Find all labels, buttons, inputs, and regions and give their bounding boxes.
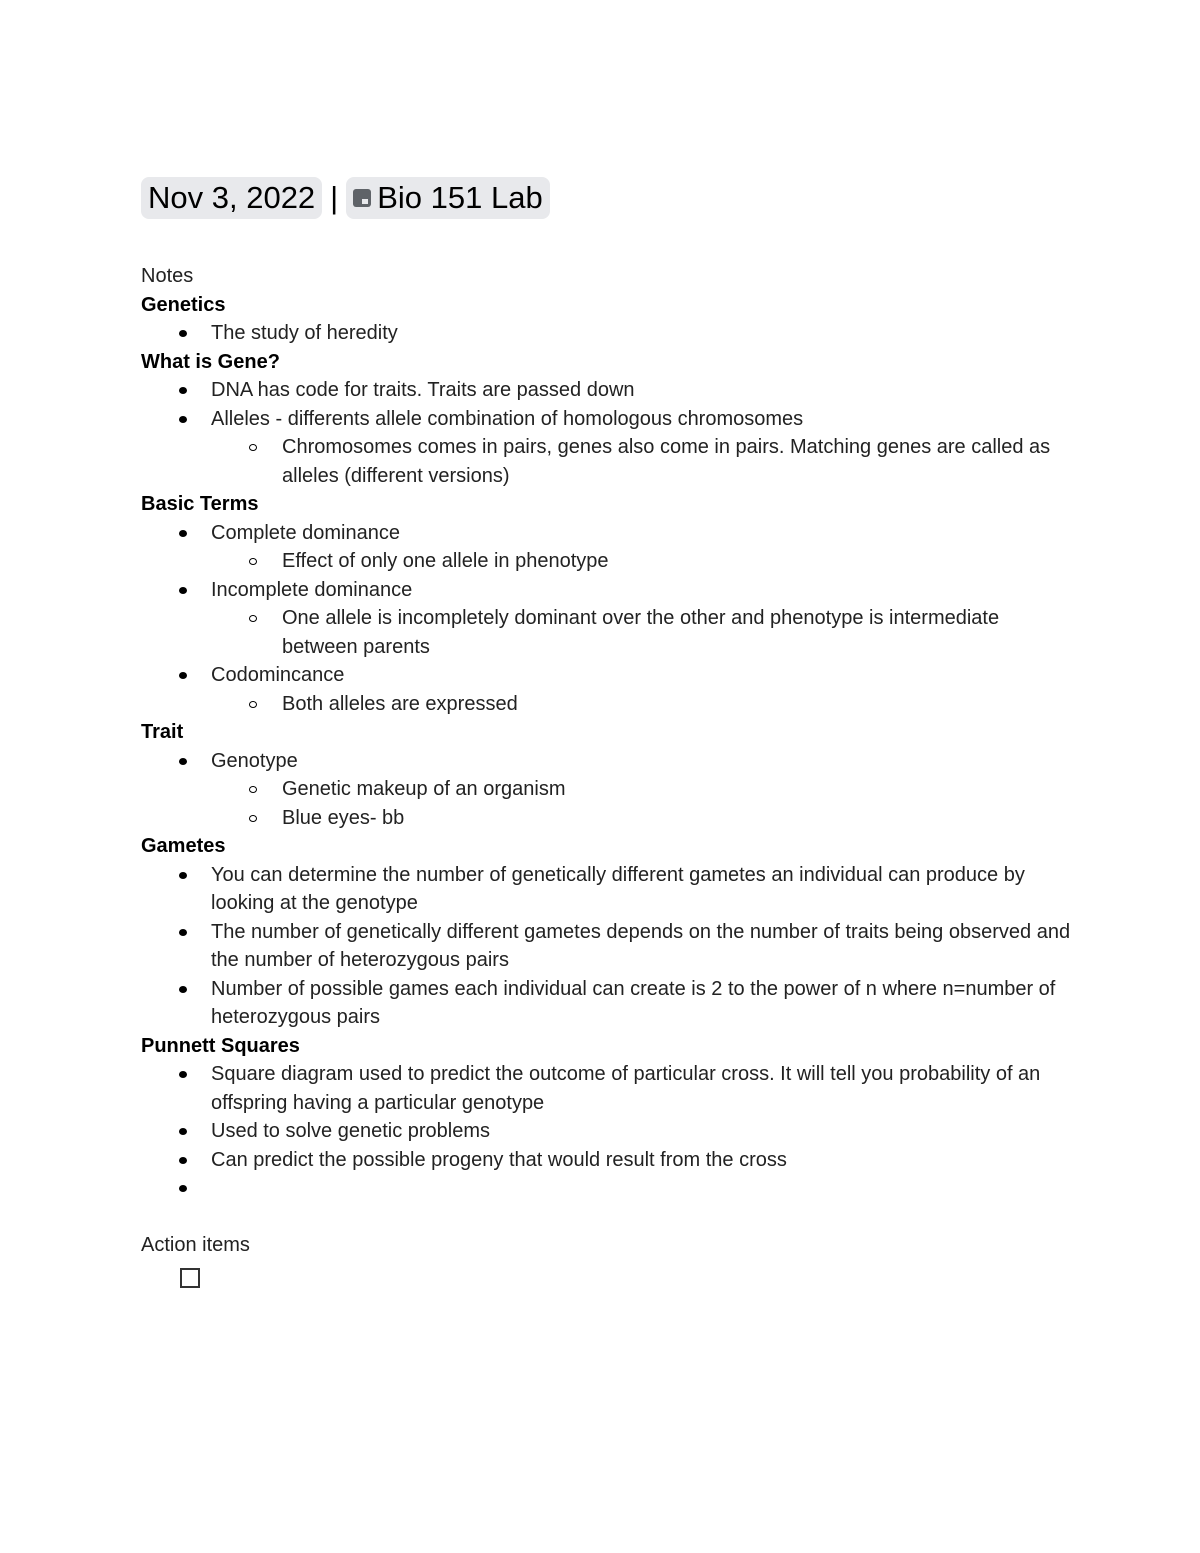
section-heading: Trait	[141, 721, 184, 743]
list-item	[141, 1174, 1071, 1203]
section-heading: Punnett Squares	[141, 1034, 300, 1057]
calendar-icon	[353, 189, 371, 207]
section-heading: Basic Terms	[141, 493, 259, 515]
notes-label: Notes	[141, 265, 194, 287]
list-item	[141, 1060, 1071, 1117]
sub-list-item-text: One allele is incompletely dominant over the other and phenotype is intermediate between parents	[282, 607, 1000, 658]
hollow-bullet-icon	[249, 444, 257, 451]
bullet-icon	[179, 758, 187, 765]
action-items-label: Action items	[141, 1234, 250, 1256]
list-item-text: Can predict the possible progeny that would result from the cross	[211, 1148, 787, 1171]
sub-list-item-text: Chromosomes comes in pairs, genes also come in pairs. Matching genes are called as alleles (different versions)	[282, 436, 1051, 487]
hollow-bullet-icon	[249, 558, 257, 565]
list-item-text: Alleles - differents allele combination of homologous chromosomes	[211, 407, 804, 430]
sub-list-item	[141, 690, 1071, 719]
hollow-bullet-icon	[249, 615, 257, 622]
list-item	[141, 405, 1071, 434]
list-item-text: You can determine the number of genetically different gametes an individual can produce by looking at the genotype	[211, 863, 1025, 914]
sub-list-item-text: Effect of only one allele in phenotype	[282, 550, 609, 572]
bullet-icon	[179, 387, 187, 394]
list-item	[141, 918, 1071, 975]
list-item	[141, 861, 1071, 918]
sub-list-item	[141, 775, 1071, 804]
list-item-text: DNA has code for traits. Traits are passed down	[211, 379, 635, 401]
bullet-icon	[179, 929, 187, 936]
hollow-bullet-icon	[249, 815, 257, 822]
hollow-bullet-icon	[249, 701, 257, 708]
sub-list-item-text: Both alleles are expressed	[282, 692, 518, 715]
doc-header	[141, 177, 550, 219]
sub-list-item-text: Blue eyes- bb	[282, 806, 405, 829]
bullet-icon	[179, 530, 187, 537]
list-item	[141, 519, 1071, 548]
list-item-text: Used to solve genetic problems	[211, 1120, 491, 1142]
list-item	[141, 576, 1071, 605]
list-item	[141, 1117, 1071, 1146]
sub-list-item	[141, 804, 1071, 833]
date-chip[interactable]	[141, 177, 322, 219]
sub-list-item	[141, 604, 1071, 661]
section-heading: Genetics	[141, 293, 226, 316]
list-item	[141, 1146, 1071, 1175]
section-heading: What is Gene?	[141, 350, 280, 373]
bullet-icon	[179, 872, 187, 879]
list-item	[141, 319, 1071, 348]
list-item-text: Complete dominance	[211, 521, 400, 544]
hollow-bullet-icon	[249, 786, 257, 793]
action-item-checkbox[interactable]	[180, 1268, 200, 1288]
list-item	[141, 975, 1071, 1032]
sub-list-item	[141, 547, 1071, 576]
list-item-text: The study of heredity	[211, 322, 398, 344]
bullet-icon	[179, 416, 187, 423]
list-item-text: Incomplete dominance	[211, 578, 413, 601]
sub-list-item-text: Genetic makeup of an organism	[282, 778, 566, 800]
bullet-icon	[179, 986, 187, 993]
notes-body	[141, 262, 1071, 1288]
bullet-icon	[179, 1185, 187, 1192]
bullet-icon	[179, 587, 187, 594]
sub-list-item	[141, 433, 1071, 490]
list-item	[141, 376, 1071, 405]
list-item-text: Square diagram used to predict the outcome of particular cross. It will tell you probability of an offspring having a particular genotype	[211, 1063, 1041, 1114]
sections	[141, 291, 1071, 1203]
event-title: Bio 151 Lab	[377, 180, 543, 215]
separator: |	[330, 180, 339, 215]
date-text: Nov 3, 2022	[148, 180, 316, 215]
event-chip[interactable]	[346, 177, 549, 219]
section-heading: Gametes	[141, 835, 226, 857]
list-item	[141, 661, 1071, 690]
list-item-text: Codomincance	[211, 664, 345, 686]
blank-line	[141, 1203, 1071, 1232]
list-item-text: Genotype	[211, 749, 298, 772]
bullet-icon	[179, 1128, 187, 1135]
list-item-text: Number of possible games each individual can create is 2 to the power of n where n=number of heterozygous pairs	[211, 977, 1056, 1028]
bullet-icon	[179, 1157, 187, 1164]
list-item	[141, 747, 1071, 776]
bullet-icon	[179, 672, 187, 679]
bullet-icon	[179, 1071, 187, 1078]
bullet-icon	[179, 330, 187, 337]
list-item-text: The number of genetically different gametes depends on the number of traits being observed and the number of heterozygous pairs	[211, 920, 1071, 971]
